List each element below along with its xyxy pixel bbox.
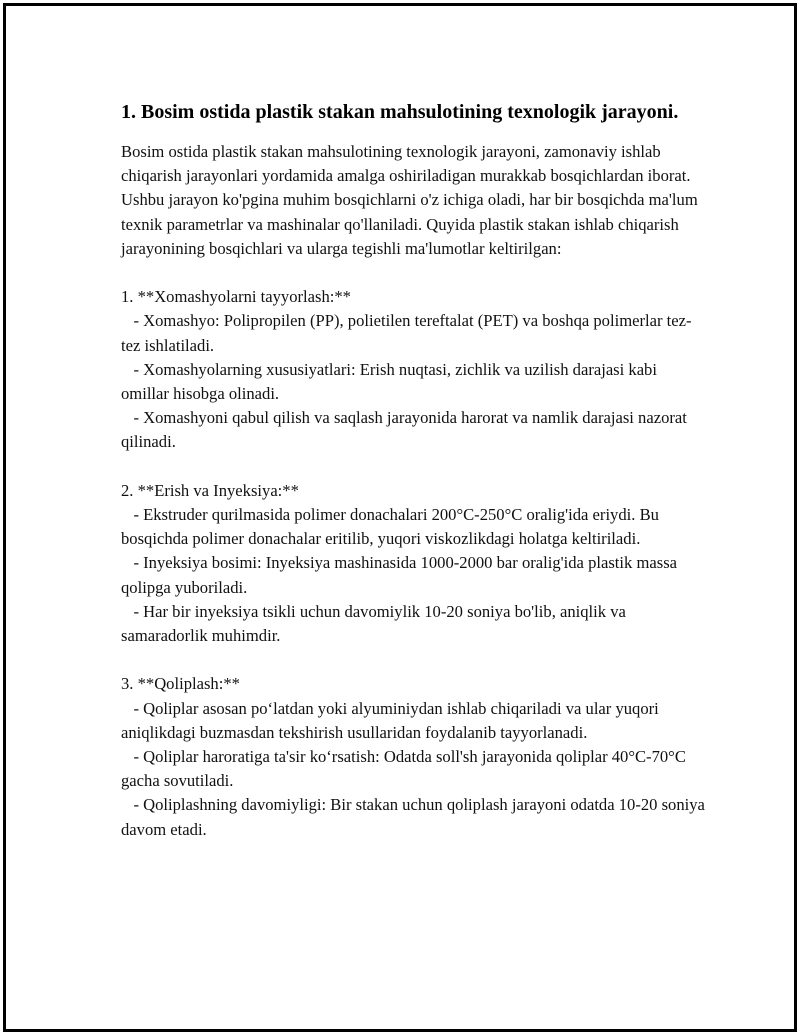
spacer [121,455,706,479]
page-frame [3,3,797,1032]
spacer [121,648,706,672]
list-item: - Xomashyolarning xususiyatlari: Erish nuqtasi, zichlik va uzilish darajasi kabi omillar hisobga olinadi. [121,359,662,404]
list-item: - Xomashyoni qabul qilish va saqlash jarayonida harorat va namlik darajasi nazorat qilinadi. [121,408,692,452]
section-melting-injection [121,479,706,648]
list-item: - Ekstruder qurilmasida polimer donachalari 200°C-250°C oralig'ida eriydi. Bu bosqichda polimer donachalar eritilib, yuqori viskozlikdagi holatga keltiriladi. [121,505,664,549]
document-body [121,98,710,842]
section-heading: 3. **Qoliplash:** [121,674,240,694]
intro-paragraph: Bosim ostida plastik stakan mahsulotining texnologik jarayoni, zamonaviy ishlab chiqarish jarayonlari yordamida amalga oshiriladigan murakkab bosqichlardan iborat. Ushbu jarayon ko'pgina muhim bosqichlarni o'z ichiga oladi, har bir bosqichda ma'lum texnik parametrlar va mashinalar qo'llaniladi. Quyida plastik stakan ishlab chiqarish jarayonining bosqichlari va ularga tegishli ma'lumotlar keltirilgan: [121,142,702,258]
section-molding [121,672,710,841]
list-item: - Inyeksiya bosimi: Inyeksiya mashinasida 1000-2000 bar oralig'ida plastik massa qolipga yuboriladi. [121,553,682,597]
list-item: - Har bir inyeksiya tsikli uchun davomiylik 10-20 soniya bo'lib, aniqlik va samaradorlik muhimdir. [121,601,631,646]
document-title: 1. Bosim ostida plastik stakan mahsulotining texnologik jarayoni. [121,101,679,123]
section-heading: 1. **Xomashyolarni tayyorlash:** [121,287,351,307]
list-item: - Qoliplar asosan po‘latdan yoki alyuminiydan ishlab chiqariladi va ular yuqori aniqlikdagi buzmasdan tekshirish usullaridan foydalanib tayyorlanadi. [121,698,663,742]
spacer [121,261,706,285]
list-item: - Xomashyo: Polipropilen (PP), polietilen tereftalat (PET) va boshqa polimerlar tez-tez ishlatiladi. [121,311,692,355]
list-item: - Qoliplar haroratiga ta'sir ko‘rsatish: Odatda soll'sh jarayonida qoliplar 40°C-70°C gacha sovutiladi. [121,747,691,791]
section-heading: 2. **Erish va Inyeksiya:** [121,480,299,500]
list-item: - Qoliplashning davomiyligi: Bir stakan uchun qoliplash jarayoni odatda 10-20 soniya davom etadi. [121,795,710,839]
section-raw-materials [121,285,706,454]
